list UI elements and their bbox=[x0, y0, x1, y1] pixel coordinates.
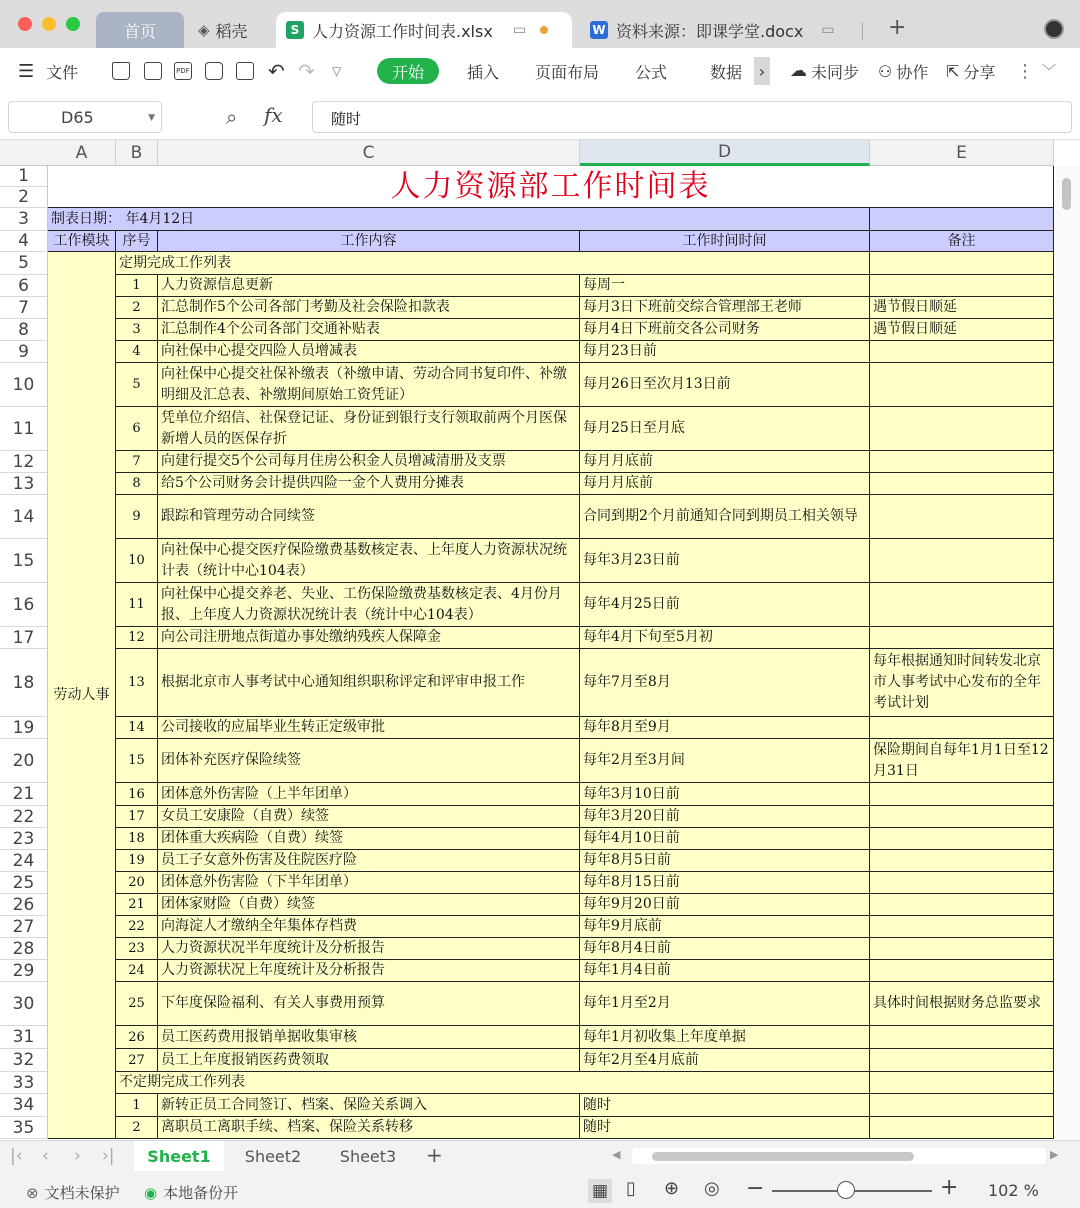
irregular-item-time[interactable]: 随时 bbox=[580, 1094, 870, 1117]
prev-sheet-icon[interactable]: ‹ bbox=[42, 1146, 49, 1166]
item-note[interactable] bbox=[870, 1026, 1054, 1049]
row-header[interactable]: 29 bbox=[0, 960, 48, 982]
close-window-button[interactable] bbox=[18, 17, 32, 31]
item-note[interactable] bbox=[870, 717, 1054, 739]
print-icon[interactable] bbox=[205, 60, 223, 82]
item-number[interactable]: 3 bbox=[116, 319, 158, 341]
add-sheet-button[interactable]: + bbox=[426, 1143, 443, 1167]
row-header[interactable]: 22 bbox=[0, 806, 48, 828]
irregular-item-note[interactable] bbox=[870, 1094, 1054, 1117]
item-note[interactable] bbox=[870, 341, 1054, 363]
row-header[interactable]: 20 bbox=[0, 739, 48, 783]
column-header-b[interactable]: B bbox=[116, 140, 158, 166]
status-bar bbox=[0, 1172, 1080, 1208]
tab-divider bbox=[862, 22, 863, 40]
share-icon: ⇱ bbox=[946, 61, 960, 81]
row-header[interactable]: 31 bbox=[0, 1026, 48, 1049]
item-note[interactable] bbox=[870, 850, 1054, 872]
normal-view-icon[interactable]: ▦ bbox=[588, 1179, 612, 1203]
spreadsheet-icon: S bbox=[286, 21, 304, 39]
row-header[interactable]: 2 bbox=[0, 187, 48, 208]
item-content[interactable]: 员工医药费用报销单据收集审核 bbox=[158, 1026, 580, 1049]
zoom-level[interactable]: 102 % bbox=[988, 1181, 1039, 1200]
item-number[interactable]: 5 bbox=[116, 363, 158, 407]
header-content[interactable]: 工作内容 bbox=[158, 231, 580, 252]
item-number[interactable]: 7 bbox=[116, 451, 158, 473]
item-content[interactable]: 向社保中心提交医疗保险缴费基数核定表、上年度人力资源状况统计表（统计中心104表） bbox=[158, 539, 580, 583]
item-number[interactable]: 1 bbox=[116, 275, 158, 297]
monitor-icon: ▭ bbox=[821, 22, 835, 38]
item-number[interactable]: 11 bbox=[116, 583, 158, 627]
sheet-tab-1[interactable]: Sheet1 bbox=[134, 1141, 224, 1171]
horizontal-scroll-thumb[interactable] bbox=[652, 1152, 914, 1161]
item-number[interactable]: 15 bbox=[116, 739, 158, 783]
cloud-icon: ☁ bbox=[790, 61, 807, 81]
hamburger-icon: ☰ bbox=[18, 60, 35, 82]
minimize-window-button[interactable] bbox=[42, 17, 56, 31]
row-header[interactable]: 3 bbox=[0, 208, 48, 231]
item-note[interactable] bbox=[870, 451, 1054, 473]
row-header[interactable]: 13 bbox=[0, 473, 48, 495]
name-box[interactable] bbox=[8, 101, 162, 133]
docer-icon: ◈ bbox=[198, 21, 210, 39]
last-sheet-icon[interactable]: ›| bbox=[102, 1146, 115, 1166]
item-time[interactable]: 每年9月底前 bbox=[580, 916, 870, 938]
item-number[interactable]: 18 bbox=[116, 828, 158, 850]
column-header-d[interactable]: D bbox=[580, 140, 870, 166]
item-number[interactable]: 14 bbox=[116, 717, 158, 739]
tab-docx[interactable] bbox=[580, 12, 852, 48]
monitor-icon: ▭ bbox=[512, 22, 527, 38]
item-number[interactable]: 10 bbox=[116, 539, 158, 583]
item-content[interactable]: 根据北京市人事考试中心通知组织职称评定和评审申报工作 bbox=[158, 649, 580, 717]
item-note[interactable] bbox=[870, 828, 1054, 850]
item-content[interactable]: 人力资源状况上年度统计及分析报告 bbox=[158, 960, 580, 982]
add-user-icon: ⚇ bbox=[878, 61, 893, 81]
item-number[interactable]: 8 bbox=[116, 473, 158, 495]
item-note[interactable] bbox=[870, 583, 1054, 627]
item-time[interactable]: 每年9月20日前 bbox=[580, 894, 870, 916]
item-time[interactable]: 每年1月至2月 bbox=[580, 982, 870, 1026]
irregular-item-number[interactable]: 2 bbox=[116, 1117, 158, 1139]
item-content[interactable]: 向海淀人才缴纳全年集体存档费 bbox=[158, 916, 580, 938]
ribbon-more-button[interactable]: › bbox=[754, 57, 770, 85]
item-note[interactable] bbox=[870, 938, 1054, 960]
tab-page-layout[interactable]: 页面布局 bbox=[535, 62, 600, 82]
open-folder-icon[interactable] bbox=[112, 60, 130, 82]
row-header[interactable]: 25 bbox=[0, 872, 48, 894]
item-content[interactable]: 汇总制作4个公司各部门交通补贴表 bbox=[158, 319, 580, 341]
new-tab-button[interactable]: + bbox=[888, 15, 907, 40]
item-number[interactable]: 23 bbox=[116, 938, 158, 960]
item-time[interactable]: 每月月底前 bbox=[580, 473, 870, 495]
header-seq[interactable]: 序号 bbox=[116, 231, 158, 252]
file-menu-label: 文件 bbox=[46, 62, 79, 82]
row-header[interactable]: 12 bbox=[0, 451, 48, 473]
item-time[interactable]: 每年2月至4月底前 bbox=[580, 1049, 870, 1072]
share-button[interactable] bbox=[946, 60, 995, 82]
avatar[interactable] bbox=[1044, 19, 1064, 39]
share-label: 分享 bbox=[963, 62, 996, 82]
item-time[interactable]: 每年7月至8月 bbox=[580, 649, 870, 717]
collapse-ribbon-icon[interactable]: ﹀ bbox=[1042, 64, 1056, 80]
item-content[interactable]: 团体意外伤害险（上半年团单） bbox=[158, 783, 580, 806]
sheet-tab-2[interactable]: Sheet2 bbox=[244, 1146, 302, 1166]
item-number[interactable]: 20 bbox=[116, 872, 158, 894]
split-view-icon[interactable]: ⊕ bbox=[664, 1178, 680, 1199]
item-content[interactable]: 下年度保险福利、有关人事费用预算 bbox=[158, 982, 580, 1026]
horizontal-scrollbar[interactable] bbox=[632, 1148, 1046, 1164]
item-note[interactable] bbox=[870, 539, 1054, 583]
save-icon[interactable] bbox=[144, 60, 162, 82]
item-note[interactable]: 具体时间根据财务总监要求 bbox=[870, 982, 1054, 1026]
zoom-window-button[interactable] bbox=[66, 17, 80, 31]
item-note[interactable] bbox=[870, 407, 1054, 451]
item-number[interactable]: 12 bbox=[116, 627, 158, 649]
vertical-scroll-thumb[interactable] bbox=[1062, 178, 1071, 210]
item-content[interactable]: 公司接收的应届毕业生转正定级审批 bbox=[158, 717, 580, 739]
row-header[interactable]: 34 bbox=[0, 1094, 48, 1117]
item-time[interactable]: 每月4日下班前交各公司财务 bbox=[580, 319, 870, 341]
row-header[interactable]: 6 bbox=[0, 275, 48, 297]
item-content[interactable]: 汇总制作5个公司各部门考勤及社会保险扣款表 bbox=[158, 297, 580, 319]
item-content[interactable]: 女员工安康险（自费）续签 bbox=[158, 806, 580, 828]
name-box-value: D65 bbox=[61, 107, 94, 127]
tab-docer[interactable] bbox=[188, 12, 274, 48]
zoom-slider-handle[interactable] bbox=[837, 1181, 855, 1199]
row-header[interactable]: 9 bbox=[0, 341, 48, 363]
protect-status[interactable] bbox=[26, 1182, 120, 1203]
tab-xlsx[interactable] bbox=[276, 12, 572, 48]
tab-start[interactable]: 开始 bbox=[377, 58, 439, 84]
tab-formula[interactable]: 公式 bbox=[635, 62, 668, 82]
row-header[interactable]: 17 bbox=[0, 627, 48, 649]
collab-button[interactable] bbox=[878, 60, 928, 82]
row-header[interactable]: 11 bbox=[0, 407, 48, 451]
row-header[interactable]: 18 bbox=[0, 649, 48, 717]
item-note[interactable] bbox=[870, 783, 1054, 806]
protect-status-label: 文档未保护 bbox=[44, 1184, 120, 1202]
item-number[interactable]: 9 bbox=[116, 495, 158, 539]
formula-bar bbox=[0, 94, 1080, 140]
spreadsheet-grid bbox=[0, 140, 1080, 1140]
page-view-icon[interactable]: ▯ bbox=[626, 1178, 636, 1199]
irregular-item-content[interactable]: 新转正员工合同签订、档案、保险关系调入 bbox=[158, 1094, 580, 1117]
irregular-item-note[interactable] bbox=[870, 1117, 1054, 1139]
item-content[interactable]: 团体意外伤害险（下半年团单） bbox=[158, 872, 580, 894]
section-note-cell[interactable] bbox=[870, 252, 1054, 275]
section-regular[interactable]: 定期完成工作列表 bbox=[116, 252, 870, 275]
vertical-scrollbar[interactable] bbox=[1056, 166, 1080, 1140]
item-note[interactable] bbox=[870, 275, 1054, 297]
item-content[interactable]: 向建行提交5个公司每月住房公积金人员增减清册及支票 bbox=[158, 451, 580, 473]
item-content[interactable]: 凭单位介绍信、社保登记证、身份证到银行支行领取前两个月医保新增人员的医保存折 bbox=[158, 407, 580, 451]
item-time[interactable]: 每年2月至3月间 bbox=[580, 739, 870, 783]
item-number[interactable]: 16 bbox=[116, 783, 158, 806]
item-number[interactable]: 22 bbox=[116, 916, 158, 938]
sync-label: 未同步 bbox=[811, 62, 860, 82]
scroll-right-icon[interactable]: ▶ bbox=[1050, 1148, 1059, 1161]
row-header[interactable]: 23 bbox=[0, 828, 48, 850]
tab-insert[interactable]: 插入 bbox=[467, 62, 500, 82]
section-note-cell[interactable] bbox=[870, 1072, 1054, 1094]
row-header[interactable]: 14 bbox=[0, 495, 48, 539]
item-number[interactable]: 21 bbox=[116, 894, 158, 916]
item-note[interactable]: 每年根据通知时间转发北京市人事考试中心发布的全年考试计划 bbox=[870, 649, 1054, 717]
item-number[interactable]: 27 bbox=[116, 1049, 158, 1072]
print-preview-icon[interactable] bbox=[236, 60, 254, 82]
item-time[interactable]: 每年4月10日前 bbox=[580, 828, 870, 850]
row-header[interactable]: 26 bbox=[0, 894, 48, 916]
header-module[interactable]: 工作模块 bbox=[48, 231, 116, 252]
item-note[interactable] bbox=[870, 894, 1054, 916]
row-header[interactable]: 19 bbox=[0, 717, 48, 739]
item-number[interactable]: 4 bbox=[116, 341, 158, 363]
item-time[interactable]: 每月26日至次月13日前 bbox=[580, 363, 870, 407]
redo-icon[interactable]: ↷ bbox=[298, 59, 315, 83]
irregular-item-time[interactable]: 随时 bbox=[580, 1117, 870, 1139]
item-number[interactable]: 24 bbox=[116, 960, 158, 982]
backup-status[interactable] bbox=[144, 1182, 238, 1203]
column-header-c[interactable]: C bbox=[158, 140, 580, 166]
row-header[interactable]: 1 bbox=[0, 166, 48, 187]
item-time[interactable]: 每年3月10日前 bbox=[580, 783, 870, 806]
tab-home-label: 首页 bbox=[123, 21, 156, 41]
item-note[interactable] bbox=[870, 495, 1054, 539]
undo-icon[interactable]: ↶ bbox=[268, 59, 285, 83]
item-number[interactable]: 2 bbox=[116, 297, 158, 319]
item-time[interactable]: 每年8月15日前 bbox=[580, 872, 870, 894]
row-header[interactable]: 27 bbox=[0, 916, 48, 938]
item-content[interactable]: 向社保中心提交社保补缴表（补缴申请、劳动合同书复印件、补缴明细及汇总表、补缴期间原始工资凭证） bbox=[158, 363, 580, 407]
file-menu-button[interactable] bbox=[18, 60, 78, 82]
item-time[interactable]: 每年1月初收集上年度单据 bbox=[580, 1026, 870, 1049]
function-icon[interactable]: fx bbox=[264, 103, 283, 127]
item-note[interactable] bbox=[870, 363, 1054, 407]
backup-status-label: 本地备份开 bbox=[163, 1184, 239, 1202]
formula-input[interactable]: 随时 bbox=[312, 101, 1072, 133]
eye-protection-icon[interactable]: ◎ bbox=[704, 1178, 720, 1199]
item-time[interactable]: 每年1月4日前 bbox=[580, 960, 870, 982]
item-note[interactable] bbox=[870, 1049, 1054, 1072]
item-time[interactable]: 每年8月至9月 bbox=[580, 717, 870, 739]
item-content[interactable]: 向公司注册地点街道办事处缴纳残疾人保障金 bbox=[158, 627, 580, 649]
row-header[interactable]: 7 bbox=[0, 297, 48, 319]
item-number[interactable]: 19 bbox=[116, 850, 158, 872]
row-header[interactable]: 35 bbox=[0, 1117, 48, 1139]
item-time[interactable]: 每月25日至月底 bbox=[580, 407, 870, 451]
item-time[interactable]: 每年4月下旬至5月初 bbox=[580, 627, 870, 649]
irregular-item-content[interactable]: 离职员工离职手续、档案、保险关系转移 bbox=[158, 1117, 580, 1139]
item-content[interactable]: 人力资源信息更新 bbox=[158, 275, 580, 297]
item-time[interactable]: 每年3月23日前 bbox=[580, 539, 870, 583]
item-time[interactable]: 每月3日下班前交综合管理部王老师 bbox=[580, 297, 870, 319]
shield-icon: ⊗ bbox=[26, 1183, 39, 1202]
first-sheet-icon[interactable]: |‹ bbox=[10, 1146, 23, 1166]
row-header[interactable]: 28 bbox=[0, 938, 48, 960]
column-header-a[interactable]: A bbox=[48, 140, 116, 166]
tab-home[interactable] bbox=[96, 12, 184, 48]
item-note[interactable] bbox=[870, 916, 1054, 938]
item-note[interactable]: 遇节假日顺延 bbox=[870, 297, 1054, 319]
scroll-left-icon[interactable]: ◀ bbox=[612, 1148, 621, 1161]
tab-xlsx-label: 人力资源工作时间表.xlsx bbox=[312, 21, 493, 41]
document-icon: W bbox=[590, 21, 608, 39]
item-content[interactable]: 员工上年度报销医药费领取 bbox=[158, 1049, 580, 1072]
more-options-icon[interactable]: ⋮ bbox=[1016, 60, 1034, 82]
item-content[interactable]: 团体家财险（自费）续签 bbox=[158, 894, 580, 916]
sheet-tab-3[interactable]: Sheet3 bbox=[339, 1146, 397, 1166]
quick-access-dropdown-icon[interactable]: ▽ bbox=[332, 64, 342, 78]
item-time[interactable]: 每月23日前 bbox=[580, 341, 870, 363]
row-header[interactable]: 8 bbox=[0, 319, 48, 341]
date-label-cell[interactable]: 制表日期： 年4月12日 bbox=[48, 208, 870, 231]
find-icon[interactable]: ⌕ bbox=[226, 105, 238, 129]
item-time[interactable]: 每年3月20日前 bbox=[580, 806, 870, 828]
item-note[interactable] bbox=[870, 960, 1054, 982]
column-header-e[interactable]: E bbox=[870, 140, 1054, 166]
export-pdf-icon[interactable]: PDF bbox=[174, 60, 192, 82]
item-content[interactable]: 团体重大疾病险（自费）续签 bbox=[158, 828, 580, 850]
item-number[interactable]: 25 bbox=[116, 982, 158, 1026]
ribbon-toolbar bbox=[0, 48, 1080, 94]
zoom-out-icon[interactable]: − bbox=[746, 1176, 765, 1201]
chevron-down-icon: ▼ bbox=[148, 113, 155, 123]
next-sheet-icon[interactable]: › bbox=[74, 1146, 81, 1166]
sheet-title[interactable]: 人力资源部工作时间表 bbox=[48, 166, 1054, 208]
tab-docer-label: 稻壳 bbox=[215, 21, 248, 41]
sync-button[interactable] bbox=[790, 60, 859, 82]
item-content[interactable]: 向社保中心提交养老、失业、工伤保险缴费基数核定表、4月份月报、上年度人力资源状况统计表（统计中心104表） bbox=[158, 583, 580, 627]
item-content[interactable]: 给5个公司财务会计提供四险一金个人费用分摊表 bbox=[158, 473, 580, 495]
item-content[interactable]: 人力资源状况半年度统计及分析报告 bbox=[158, 938, 580, 960]
item-note[interactable] bbox=[870, 473, 1054, 495]
item-number[interactable]: 26 bbox=[116, 1026, 158, 1049]
zoom-in-icon[interactable]: + bbox=[940, 1175, 959, 1200]
tab-docx-label: 资料来源：即课学堂.docx bbox=[616, 21, 804, 41]
tab-data[interactable]: 数据 bbox=[710, 62, 743, 82]
header-time[interactable]: 工作时间时间 bbox=[580, 231, 870, 252]
row-header[interactable]: 32 bbox=[0, 1049, 48, 1072]
backup-icon: ◉ bbox=[144, 1183, 158, 1202]
header-note[interactable]: 备注 bbox=[870, 231, 1054, 252]
item-content[interactable]: 跟踪和管理劳动合同续签 bbox=[158, 495, 580, 539]
item-number[interactable]: 6 bbox=[116, 407, 158, 451]
row-header[interactable]: 15 bbox=[0, 539, 48, 583]
row-header[interactable]: 16 bbox=[0, 583, 48, 627]
date-note-cell[interactable] bbox=[870, 208, 1054, 231]
row-header[interactable]: 33 bbox=[0, 1072, 48, 1094]
row-header[interactable]: 4 bbox=[0, 231, 48, 252]
item-content[interactable]: 团体补充医疗保险续签 bbox=[158, 739, 580, 783]
item-time[interactable]: 每年8月4日前 bbox=[580, 938, 870, 960]
row-header[interactable]: 24 bbox=[0, 850, 48, 872]
row-header[interactable]: 5 bbox=[0, 252, 48, 275]
irregular-item-number[interactable]: 1 bbox=[116, 1094, 158, 1117]
item-content[interactable]: 向社保中心提交四险人员增减表 bbox=[158, 341, 580, 363]
item-time[interactable]: 每周一 bbox=[580, 275, 870, 297]
row-header[interactable]: 30 bbox=[0, 982, 48, 1026]
item-time[interactable]: 每年4月25日前 bbox=[580, 583, 870, 627]
unsaved-dot-icon bbox=[540, 26, 548, 34]
item-time[interactable]: 每年8月5日前 bbox=[580, 850, 870, 872]
item-time[interactable]: 每月月底前 bbox=[580, 451, 870, 473]
row-header[interactable]: 10 bbox=[0, 363, 48, 407]
module-cell[interactable]: 劳动人事 bbox=[48, 252, 116, 1139]
item-content[interactable]: 员工子女意外伤害及住院医疗险 bbox=[158, 850, 580, 872]
item-note[interactable]: 遇节假日顺延 bbox=[870, 319, 1054, 341]
item-number[interactable]: 17 bbox=[116, 806, 158, 828]
item-number[interactable]: 13 bbox=[116, 649, 158, 717]
collab-label: 协作 bbox=[896, 62, 929, 82]
column-header-bar bbox=[0, 140, 1054, 166]
item-note[interactable] bbox=[870, 806, 1054, 828]
row-header[interactable]: 21 bbox=[0, 783, 48, 806]
item-note[interactable] bbox=[870, 627, 1054, 649]
item-note[interactable] bbox=[870, 872, 1054, 894]
section-irregular[interactable]: 不定期完成工作列表 bbox=[116, 1072, 870, 1094]
item-note[interactable]: 保险期间自每年1月1日至12月31日 bbox=[870, 739, 1054, 783]
sheet-tab-bar bbox=[0, 1140, 1080, 1172]
item-time[interactable]: 合同到期2个月前通知合同到期员工相关领导 bbox=[580, 495, 870, 539]
window-tab-bar bbox=[0, 0, 1080, 48]
